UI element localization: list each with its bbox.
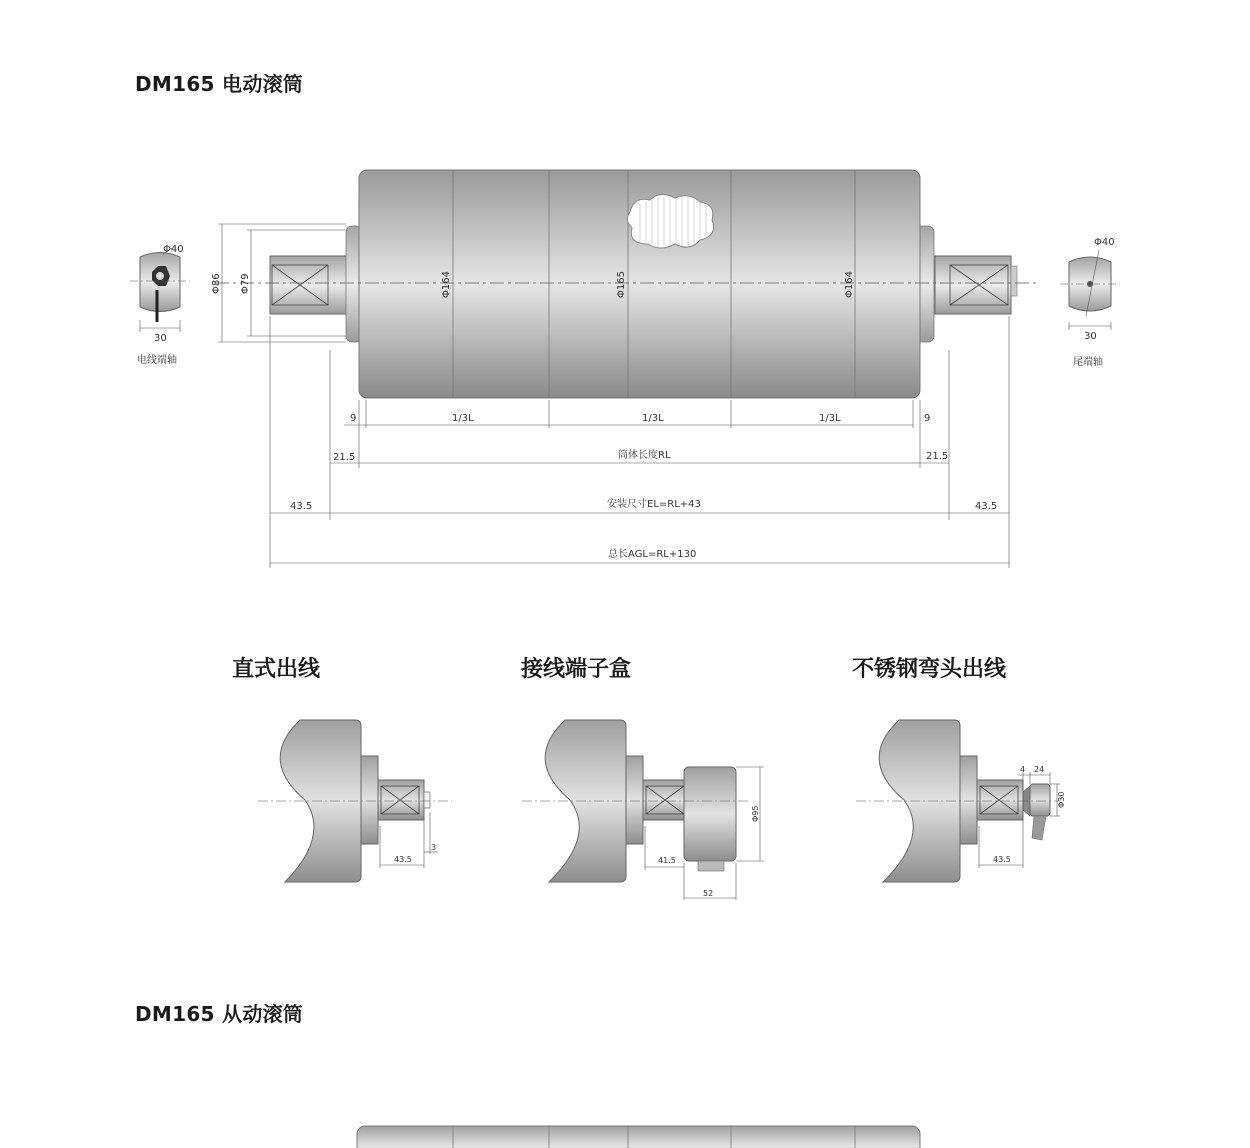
offset-left: 21.5	[333, 452, 356, 463]
right-shaft-label: 尾端轴	[1073, 357, 1103, 368]
variant-title-terminal-box: 接线端子盒	[521, 657, 632, 682]
dia-165-label: Φ165	[616, 271, 627, 298]
rl-label: 筒体长度RL	[618, 450, 671, 461]
drum-cutaway	[627, 194, 713, 248]
third-1: 1/3L	[452, 413, 474, 424]
left-shaft-width: 30	[154, 333, 167, 344]
v3-dim-43-5: 43.5	[993, 855, 1011, 864]
idler-drum-top	[357, 1126, 920, 1148]
third-3: 1/3L	[819, 413, 841, 424]
right-end-view	[1060, 250, 1120, 330]
left-shaft-label: 电线端轴	[137, 355, 177, 366]
idler-drum-heading: DM165 从动滚筒	[135, 1002, 304, 1026]
v3-dim-phi30: Φ30	[1057, 791, 1066, 808]
v1-dim-3: 3	[431, 843, 437, 852]
v2-dim-52: 52	[703, 889, 714, 898]
variant-stainless-elbow	[856, 720, 1066, 882]
offset-right: 21.5	[926, 451, 949, 462]
v1-dim-43-5: 43.5	[394, 855, 412, 864]
shaft-left-len: 43.5	[290, 501, 313, 512]
variant-straight	[258, 720, 452, 882]
right-shaft-width: 30	[1084, 331, 1097, 342]
el-label: 安装尺寸EL=RL+43	[607, 499, 701, 510]
variant-terminal-box	[522, 720, 764, 900]
shaft-right-len: 43.5	[975, 501, 998, 512]
v2-dim-41-5: 41.5	[658, 856, 676, 865]
dia-86-label: Φ86	[211, 273, 222, 294]
agl-label: 总长AGL=RL+130	[608, 549, 697, 560]
variant-title-straight: 直式出线	[232, 657, 321, 682]
right-shaft-dia: Φ40	[1094, 237, 1115, 248]
v3-dim-4: 4	[1020, 765, 1026, 774]
v3-dim-24: 24	[1034, 765, 1045, 774]
dia-79-label: Φ79	[240, 273, 251, 294]
third-2: 1/3L	[642, 413, 664, 424]
variant-title-stainless-elbow: 不锈钢弯头出线	[852, 657, 1007, 682]
dia-164-left-label: Φ164	[441, 271, 452, 298]
dia-164-right-label: Φ164	[844, 271, 855, 298]
motorized-drum-heading: DM165 电动滚筒	[135, 72, 304, 96]
v2-dim-phi95: Φ95	[751, 805, 760, 822]
gap-right: 9	[924, 413, 931, 424]
gap-left: 9	[350, 413, 357, 424]
left-shaft-dia: Φ40	[163, 244, 184, 255]
left-end-view	[130, 248, 190, 332]
